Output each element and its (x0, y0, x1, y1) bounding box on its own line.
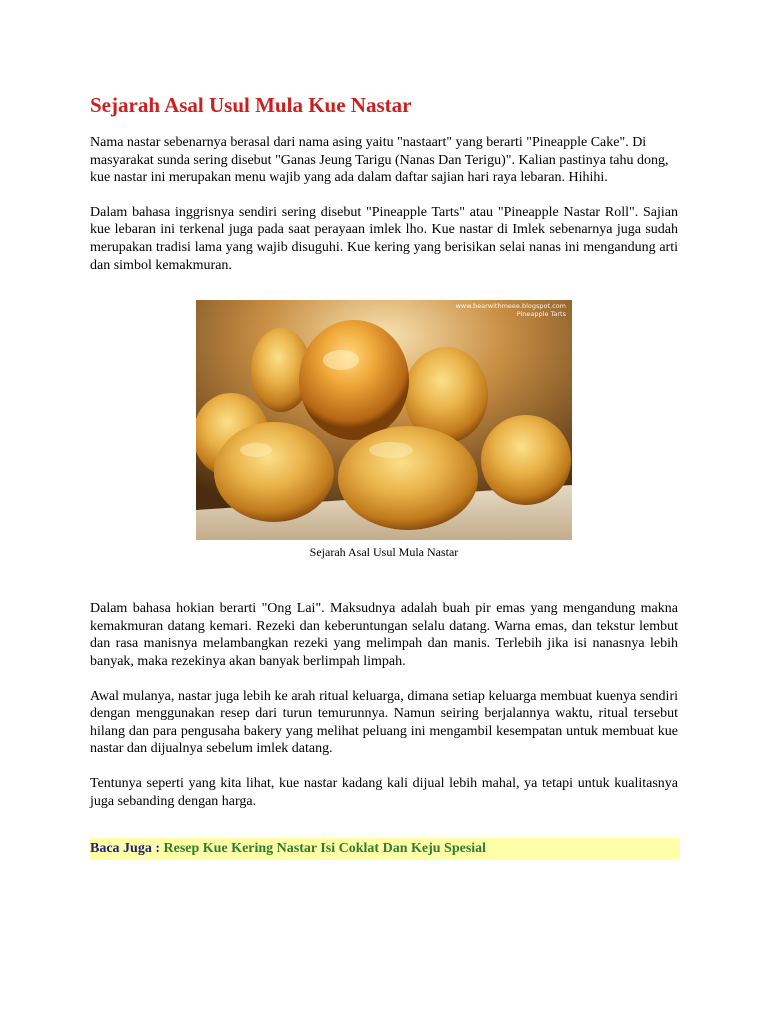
watermark-subtitle: Pineapple Tarts (516, 310, 566, 319)
baca-juga-label: Baca Juga (90, 841, 152, 857)
baca-juga-box (90, 838, 680, 860)
paragraph-2: Dalam bahasa inggrisnya sendiri sering disebut "Pineapple Tarts" atau "Pineapple Nastar Roll". Sajian kue lebaran ini terkenal juga pada saat perayaan imlek lho. Kue nastar di Imlek sebenarnya juga sudah merupakan tradisi lama yang wajib disuguhi. Kue kering yang berisikan selai nanas ini mengandung arti dan simbol kemakmuran. (90, 204, 678, 273)
baca-juga-link[interactable]: Resep Kue Kering Nastar Isi Coklat Dan Keju Spesial (163, 841, 487, 857)
photo-watermark (456, 302, 566, 318)
nastar-cookies-illustration (196, 300, 572, 540)
paragraph-3: Dalam bahasa hokian berarti "Ong Lai". Maksudnya adalah buah pir emas yang mengandung makna kemakmuran datang kemari. Rezeki dan keberuntungan selalu datang. Warna emas, dan tekstur lembut dan rasa manisnya melambangkan rezeki yang melimpah dan manis. Terlebih jika isi nanasnya lebih banyak, maka rezekinya akan banyak berlimpah limpah. (90, 601, 678, 669)
page-title: Sejarah Asal Usul Mula Kue Nastar (90, 93, 412, 117)
paragraph-1: Nama nastar sebenarnya berasal dari nama asing yaitu "nastaart" yang berarti "Pineapple Cake". Di masyarakat sunda sering disebut "Ganas Jeung Tarigu (Nanas Dan Terigu)". Kalian pastinya tahu dong, kue nastar ini merupakan menu wajib yang ada dalam daftar sajian hari raya lebaran. Hihihi. (90, 135, 669, 186)
document-page (90, 92, 678, 860)
paragraph-4: Awal mulanya, nastar juga lebih ke arah ritual keluarga, dimana setiap keluarga membuat kuenya sendiri dengan menggunakan resep dari turun temurunnya. Namun seiring berjalannya waktu, ritual tersebut hilang dan para pengusaha bakery yang melihat peluang ini mengambil kesempatan untuk membuat kue nastar dan dijualnya sebelum imlek datang. (90, 688, 678, 757)
baca-juga-separator: : (151, 841, 164, 857)
figure (90, 300, 678, 560)
watermark-url: www.bearwithmeee.blogspot.com (455, 302, 566, 311)
nastar-photo (196, 300, 572, 540)
figure-caption: Sejarah Asal Usul Mula Nastar (309, 545, 459, 560)
paragraph-5: Tentunya seperti yang kita lihat, kue nastar kadang kali dijual lebih mahal, ya tetapi untuk kualitasnya juga sebanding dengan harga. (90, 775, 678, 809)
